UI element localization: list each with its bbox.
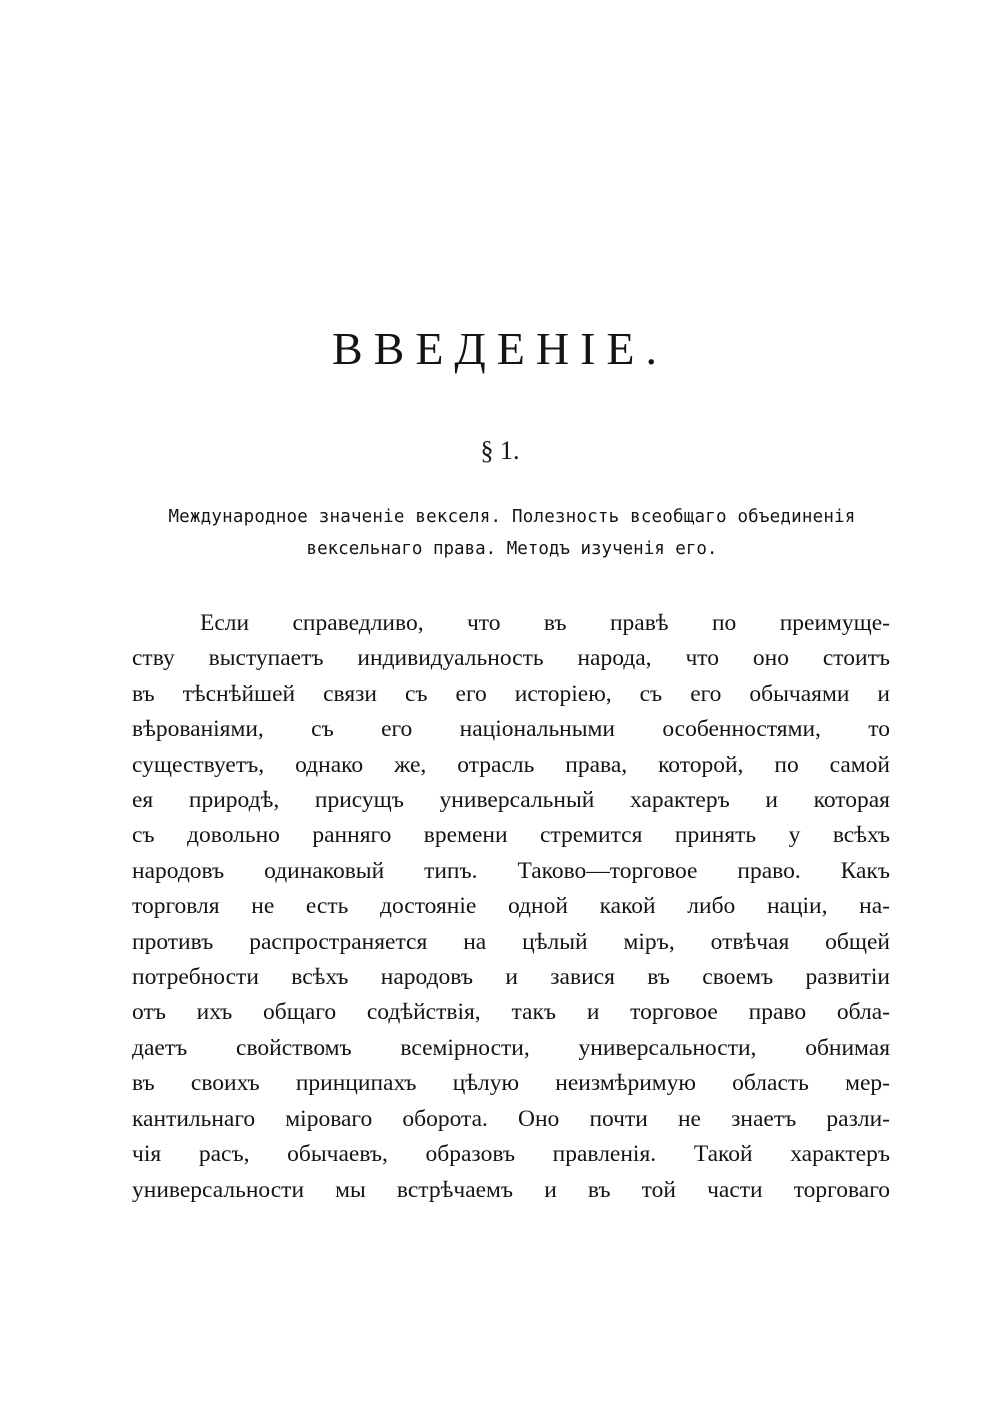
paragraph-line: съ довольно ранняго времени стремится принять у всѣхъ bbox=[132, 822, 890, 849]
paragraph-line: народовъ одинаковый типъ. Таково—торговое право. Какъ bbox=[132, 857, 890, 884]
paragraph-line: чія расъ, обычаевъ, образовъ правленія. Такой характеръ bbox=[132, 1141, 890, 1168]
section-number: § 1. bbox=[480, 436, 520, 465]
section-summary bbox=[132, 501, 892, 565]
paragraph-line: въ тѣснѣйшей связи съ его исторіею, съ его обычаями и bbox=[132, 680, 890, 707]
paragraph-line: ея природѣ, присущъ универсальный характеръ и которая bbox=[132, 787, 890, 814]
paragraph-line: Если справедливо, что въ правѣ по преимуще- bbox=[200, 610, 890, 636]
body-paragraph bbox=[132, 606, 890, 1208]
paragraph-line: ству выступаетъ индивидуальность народа, что оно стоитъ bbox=[132, 645, 890, 672]
paragraph-line: торговля не есть достояніе одной какой либо націи, на- bbox=[132, 893, 890, 920]
summary-line: Международное значеніе векселя. Полезность всеобщаго объединенія bbox=[168, 507, 856, 527]
chapter-title: ВВЕДЕНІЕ. bbox=[331, 323, 669, 374]
paragraph-line: даетъ свойствомъ всемірности, универсальности, обнимая bbox=[132, 1034, 890, 1061]
paragraph-line: вѣрованіями, съ его національными особенностями, то bbox=[132, 716, 890, 743]
paragraph-line: отъ ихъ общаго содѣйствія, такъ и торговое право обла- bbox=[132, 999, 890, 1026]
paragraph-line: универсальности мы встрѣчаемъ и въ той части торговаго bbox=[132, 1176, 890, 1203]
summary-line: вексельнаго права. Методъ изученія его. bbox=[306, 539, 718, 559]
paragraph-line: кантильнаго міроваго оборота. Оно почти не знаетъ разли- bbox=[132, 1105, 890, 1132]
paragraph-line: существуетъ, однако же, отрасль права, которой, по самой bbox=[132, 751, 890, 778]
paragraph-line: потребности всѣхъ народовъ и завися въ своемъ развитіи bbox=[132, 964, 890, 991]
paragraph-line: въ своихъ принципахъ цѣлую неизмѣримую область мер- bbox=[132, 1070, 890, 1097]
paragraph-line: противъ распространяется на цѣлый міръ, отвѣчая общей bbox=[132, 928, 890, 955]
